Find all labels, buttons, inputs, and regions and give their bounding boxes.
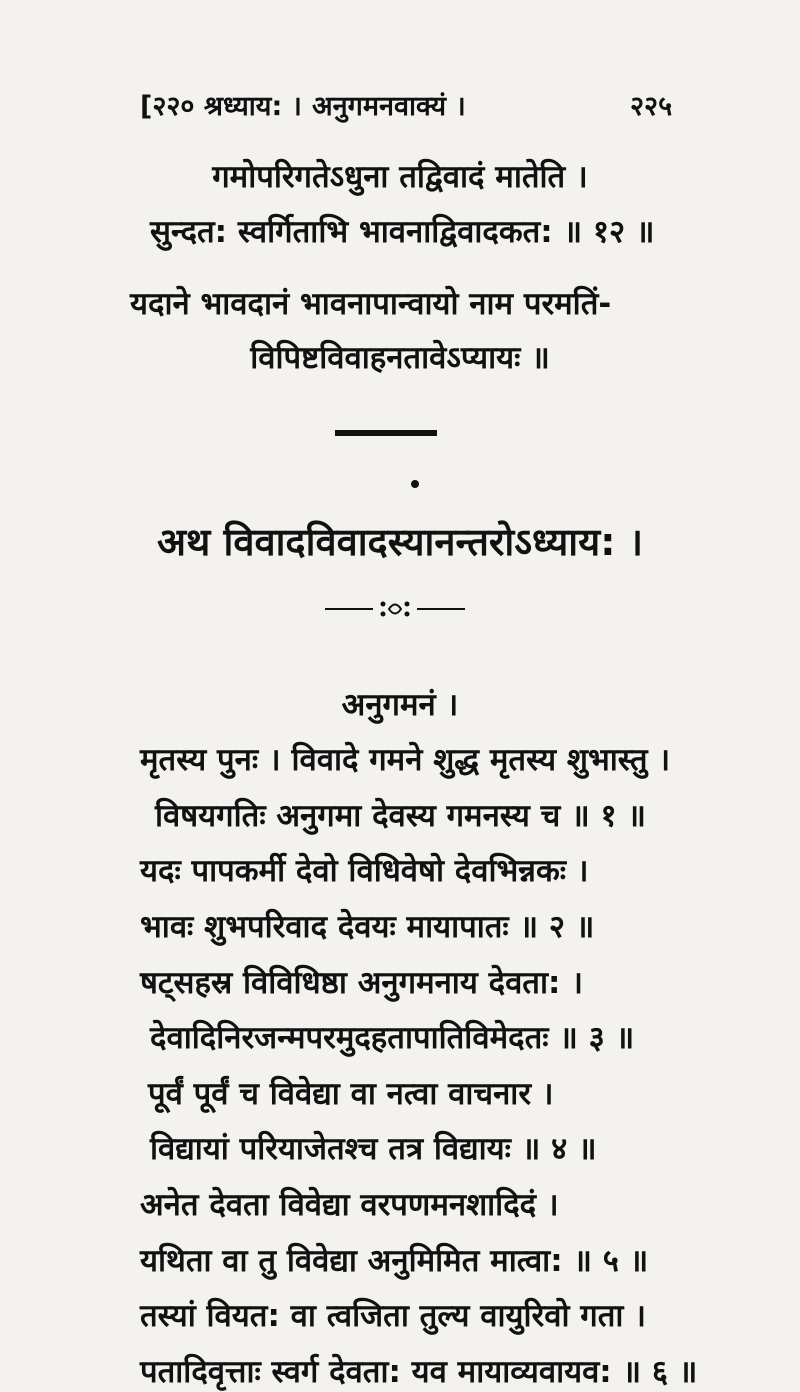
intro-line-3: यदाने भावदानं भावनापान्वायो नाम परमतिं- <box>130 286 612 322</box>
divider-dot <box>411 480 419 488</box>
running-header-left: [२२० श्रध्याय: । <box>140 91 302 122</box>
section-title: अनुगमनं । <box>341 687 459 723</box>
verse-line: पतादिवृत्ताः स्वर्ग देवता: यव मायाव्यवायव: ॥ ६ ॥ <box>140 1354 698 1390</box>
verse-line: विषयगतिः अनुगमा देवस्य गमनस्य च ॥ १ ॥ <box>155 798 646 834</box>
chapter-title: अथ विवादविवादस्यानन्तरोऽध्याय: । <box>156 520 644 564</box>
intro-line-2: सुन्दत: स्वर्गिताभि भावनाद्विवादकत: ॥ १२ ॥ <box>150 214 655 250</box>
verse-line: तस्यां वियत: वा त्वजिता तुल्य वायुरिवो गता । <box>140 1298 646 1334</box>
running-header-title: अनुगमनवाक्यं । <box>312 91 466 122</box>
verse-line: भावः शुभपरिवाद देवयः मायापातः ॥ २ ॥ <box>140 909 595 945</box>
intro-line-4: विपिष्टविवाहनतावेऽप्यायः ॥ <box>250 340 550 376</box>
verse-line: षट्सहस्र विविधिष्ठा अनुगमनाय देवता: । <box>140 965 583 1001</box>
page-number: २२५ <box>630 91 673 122</box>
verse-line: अनेत देवता विवेद्या वरपणमनशादिदं । <box>140 1187 559 1223</box>
intro-line-1: गमोपरिगतेऽधुना तद्विवादं मातेति । <box>212 159 588 195</box>
verse-line: यदः पापकर्मी देवो विधिवेषो देवभिन्नकः । <box>140 853 589 889</box>
verse-line: मृतस्य पुनः । विवादे गमने शुद्ध मृतस्य शुभास्तु । <box>140 742 671 778</box>
verse-line: देवादिनिरजन्मपरमुदहतापातिविमेदतः ॥ ३ ॥ <box>150 1020 635 1056</box>
verse-line: पूर्वं पूर्वं च विवेद्या वा नत्वा वाचनार । <box>148 1076 554 1112</box>
ornament-divider <box>325 598 465 620</box>
section-divider-rule <box>335 430 437 436</box>
verse-line: यथिता वा तु विवेद्या अनुमिमित मात्वा: ॥ ५ ॥ <box>140 1243 649 1279</box>
verse-line: विद्यायां परियाजेतश्च तत्र विद्यायः ॥ ४ ॥ <box>150 1131 597 1167</box>
